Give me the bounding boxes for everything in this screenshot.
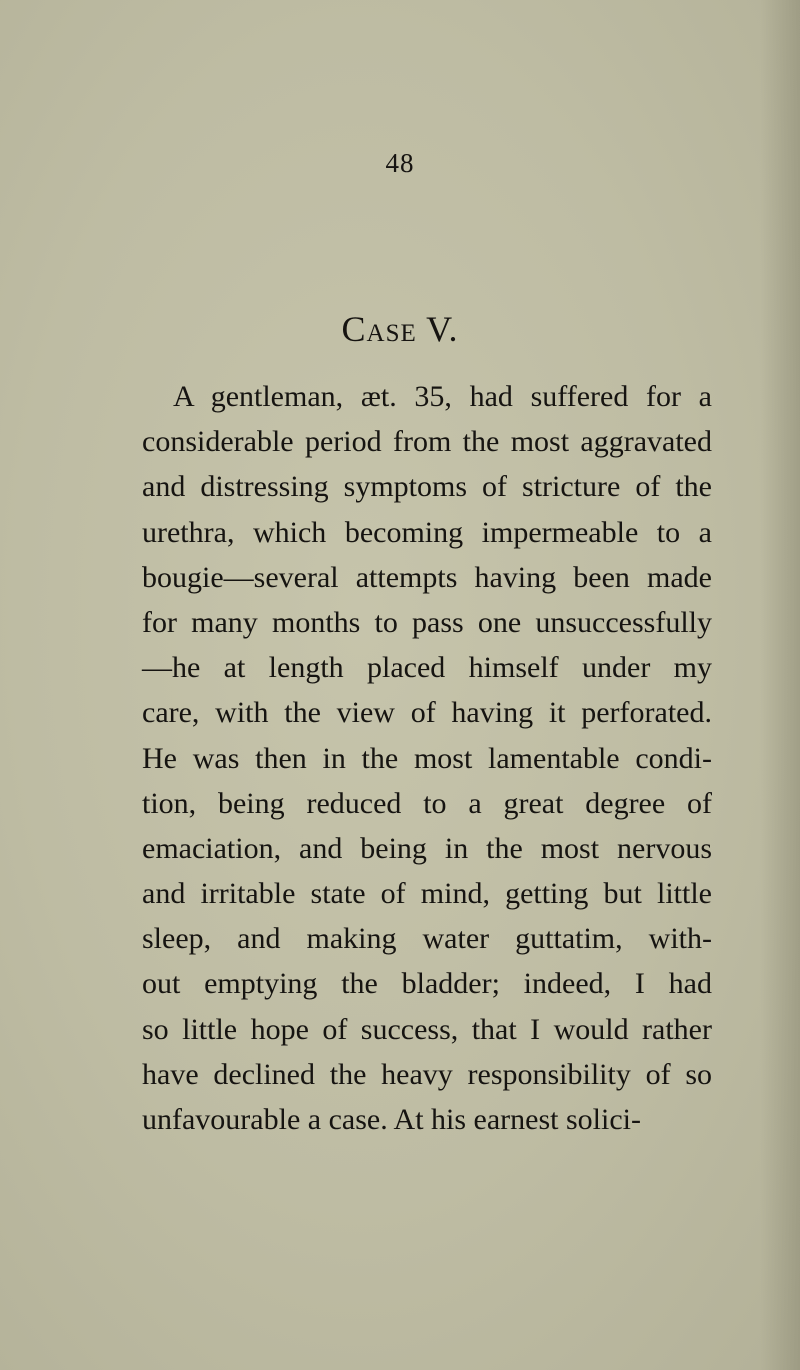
text-line: considerable period from the most aggravated [142, 425, 712, 459]
text-line: —he at length placed himself under my [142, 651, 712, 685]
text-line: He was then in the most lamentable condi- [142, 741, 712, 775]
text-line: sleep, and making water guttatim, with- [142, 922, 712, 956]
text-line: out emptying the bladder; indeed, I had [142, 967, 712, 1001]
page-edge-shadow [760, 0, 800, 1370]
text-line: urethra, which becoming impermeable to a [142, 515, 712, 549]
text-line: care, with the view of having it perforated. [142, 696, 712, 730]
body-paragraph [142, 374, 712, 1142]
text-line: so little hope of success, that I would rather [142, 1012, 712, 1046]
case-heading: Case V. [341, 309, 459, 349]
page-number: 48 [385, 148, 415, 178]
text-line: and distressing symptoms of stricture of the [142, 470, 712, 504]
text-line: and irritable state of mind, getting but little [142, 877, 712, 911]
text-line: tion, being reduced to a great degree of [142, 786, 712, 820]
text-line: for many months to pass one unsuccessfully [142, 605, 712, 639]
text-line: unfavourable a case. At his earnest solici- [142, 1103, 641, 1136]
text-line: bougie—several attempts having been made [142, 560, 712, 594]
text-line: emaciation, and being in the most nervous [142, 831, 712, 865]
text-line: have declined the heavy responsibility of so [142, 1057, 712, 1091]
text-line: A gentleman, æt. 35, had suffered for a [173, 380, 712, 413]
